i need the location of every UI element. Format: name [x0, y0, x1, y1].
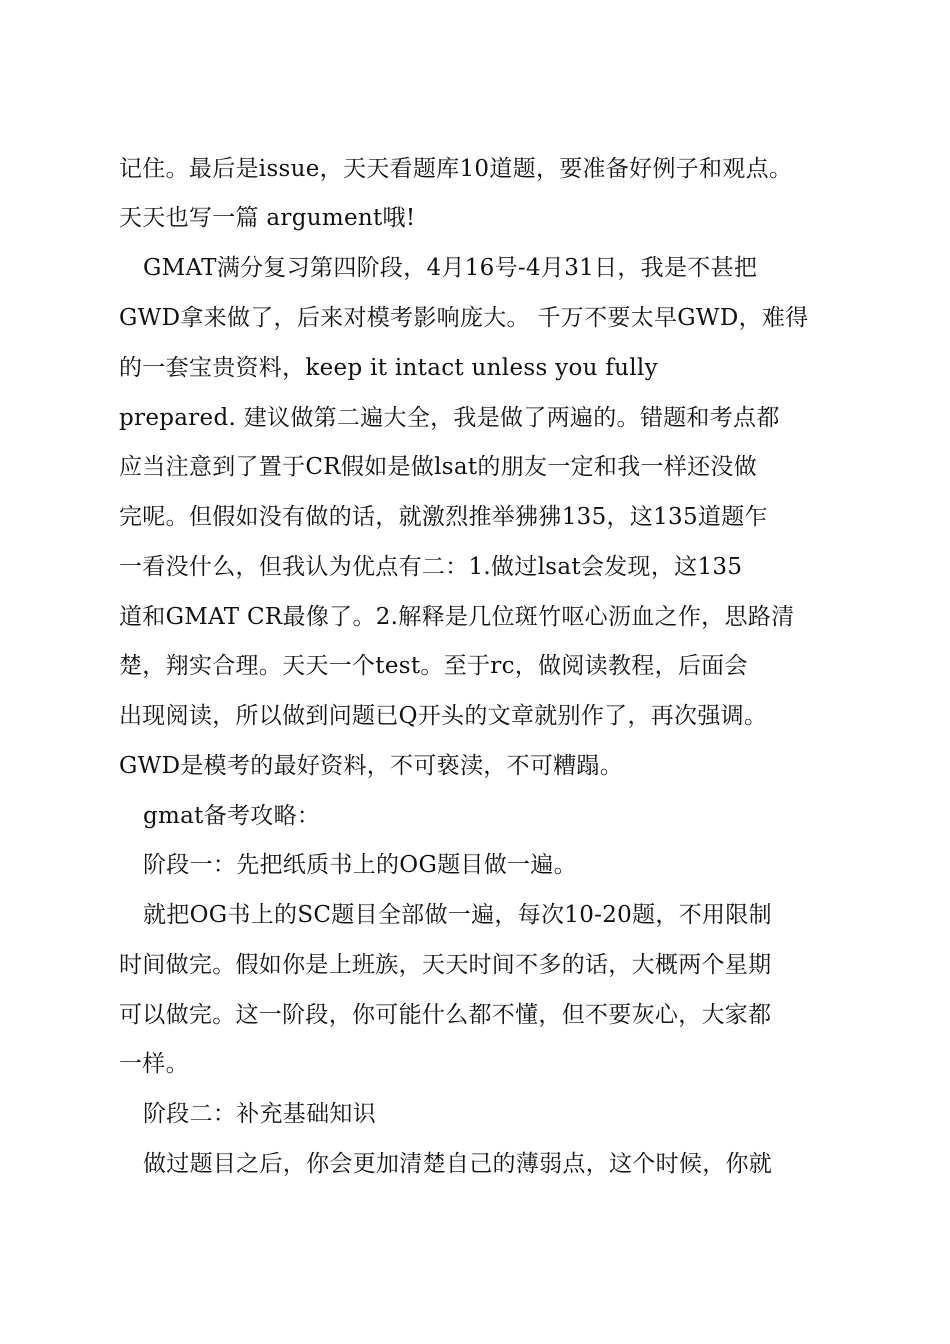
paragraph-stage-one: 就把OG书上的SC题目全部做一遍，每次10-20题，不用限制 — [143, 902, 772, 928]
text-line-4: GWD拿来做了，后来对模考影响庞大。 千万不要太早GWD，难得 — [119, 305, 809, 331]
text-line-13: GWD是模考的最好资料，不可亵渎，不可糟蹋。 — [119, 753, 624, 779]
text-line-17: 时间做完。假如你是上班族，天天时间不多的话，大概两个星期 — [119, 952, 772, 978]
text-line-7: 应当注意到了置于CR假如是做lsat的朋友一定和我一样还没做 — [119, 454, 758, 480]
text-line-19: 一样。 — [119, 1051, 189, 1077]
text-line-2: 天天也写一篇 argument哦! — [119, 205, 416, 231]
text-line-8: 完呢。但假如没有做的话，就激烈推举狒狒135，这135道题乍 — [119, 504, 768, 530]
heading-stage-one: 阶段一：先把纸质书上的OG题目做一遍。 — [143, 852, 577, 878]
text-line-18: 可以做完。这一阶段，你可能什么都不懂，但不要灰心，大家都 — [119, 1002, 772, 1028]
text-line-5: 的一套宝贵资料，keep it intact unless you fully — [119, 355, 658, 381]
text-line-11: 楚，翔实合理。天天一个test。至于rc，做阅读教程，后面会 — [119, 653, 748, 679]
paragraph-stage-two: 做过题目之后，你会更加清楚自己的薄弱点，这个时候，你就 — [143, 1151, 773, 1177]
text-line-10: 道和GMAT CR最像了。2.解释是几位斑竹呕心沥血之作，思路清 — [119, 604, 795, 630]
heading-gmat-strategy: gmat备考攻略： — [143, 803, 321, 829]
text-line-6: prepared. 建议做第二遍大全，我是做了两遍的。错题和考点都 — [119, 405, 780, 431]
text-line-1: 记住。最后是issue，天天看题库10道题，要准备好例子和观点。 — [119, 156, 793, 182]
paragraph-gmat-stage-four: GMAT满分复习第四阶段，4月16号-4月31日，我是不甚把 — [143, 255, 758, 281]
text-line-9: 一看没什么，但我认为优点有二：1.做过lsat会发现，这135 — [119, 554, 743, 580]
text-line-12: 出现阅读，所以做到问题已Q开头的文章就别作了，再次强调。 — [119, 703, 768, 729]
heading-stage-two: 阶段二：补充基础知识 — [143, 1101, 376, 1127]
